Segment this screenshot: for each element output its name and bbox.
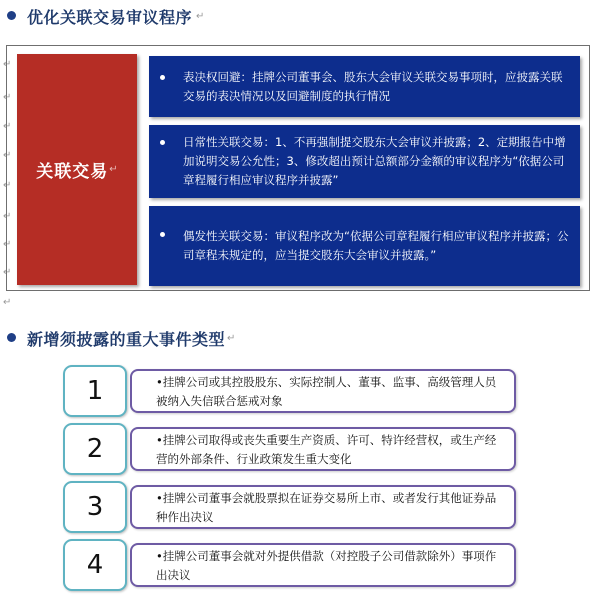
- paragraph-mark-icon: ↵: [227, 333, 236, 344]
- paragraph-mark-icon: ↵: [3, 211, 12, 222]
- category-box: [17, 54, 137, 285]
- heading-bullet-icon: [7, 11, 16, 20]
- paragraph-mark-icon: ↵: [3, 180, 12, 191]
- paragraph-mark-icon: ↵: [196, 11, 205, 22]
- paragraph-mark-icon: ↵: [3, 59, 12, 70]
- event-text: •挂牌公司取得或丧失重要生产资质、许可、特许经营权，或生产经营的外部条件、行业政策发生重大变化: [156, 433, 497, 466]
- rule-text: 日常性关联交易：1、不再强制提交股东大会审议并披露；2、定期报告中增加说明交易公允性；3、修改超出预计总额部分金额的审议程序为“依据公司章程履行相应审议程序并披露”: [183, 135, 566, 187]
- category-label: 关联交易: [36, 162, 109, 182]
- heading-bullet-icon: [7, 333, 16, 342]
- paragraph-mark-icon: ↵: [3, 92, 12, 103]
- rule-text: 偶发性关联交易：审议程序改为“依据公司章程履行相应审议程序并披露；公司章程未规定的，应当提交股东大会审议并披露。”: [183, 229, 569, 262]
- rule-box-occasional-transactions: [149, 206, 580, 286]
- event-text: •挂牌公司或其控股股东、实际控制人、董事、监事、高级管理人员被纳入失信联合惩戒对象: [156, 375, 497, 408]
- section-title-major-events: 新增须披露的重大事件类型: [27, 330, 226, 349]
- section-title-related-transactions: 优化关联交易审议程序: [27, 8, 193, 27]
- event-text: •挂牌公司董事会就对外提供借款（对控股子公司借款除外）事项作出决议: [156, 549, 497, 582]
- event-box: [130, 543, 516, 587]
- event-box: [130, 427, 516, 471]
- paragraph-mark-icon: ↵: [3, 297, 12, 308]
- paragraph-mark-icon: ↵: [3, 267, 12, 278]
- paragraph-mark-icon: ↵: [3, 121, 12, 132]
- event-number-box: 2: [63, 423, 127, 475]
- paragraph-mark-icon: ↵: [109, 163, 118, 175]
- event-text: •挂牌公司董事会就股票拟在证券交易所上市、或者发行其他证券品种作出决议: [156, 491, 497, 524]
- paragraph-mark-icon: ↵: [3, 150, 12, 161]
- bullet-icon: [160, 75, 165, 80]
- event-box: [130, 485, 516, 529]
- bullet-icon: [160, 140, 165, 145]
- paragraph-mark-icon: ↵: [3, 239, 12, 250]
- event-number-box: 4: [63, 539, 127, 591]
- bullet-icon: [160, 232, 165, 237]
- rule-text: 表决权回避：挂牌公司董事会、股东大会审议关联交易事项时，应披露关联交易的表决情况以及回避制度的执行情况: [183, 69, 563, 103]
- event-number-box: 1: [63, 365, 127, 417]
- rule-box-routine-transactions: [149, 125, 580, 198]
- event-number-box: 3: [63, 481, 127, 533]
- event-box: [130, 369, 516, 413]
- rule-box-voting-recusal: [149, 56, 580, 117]
